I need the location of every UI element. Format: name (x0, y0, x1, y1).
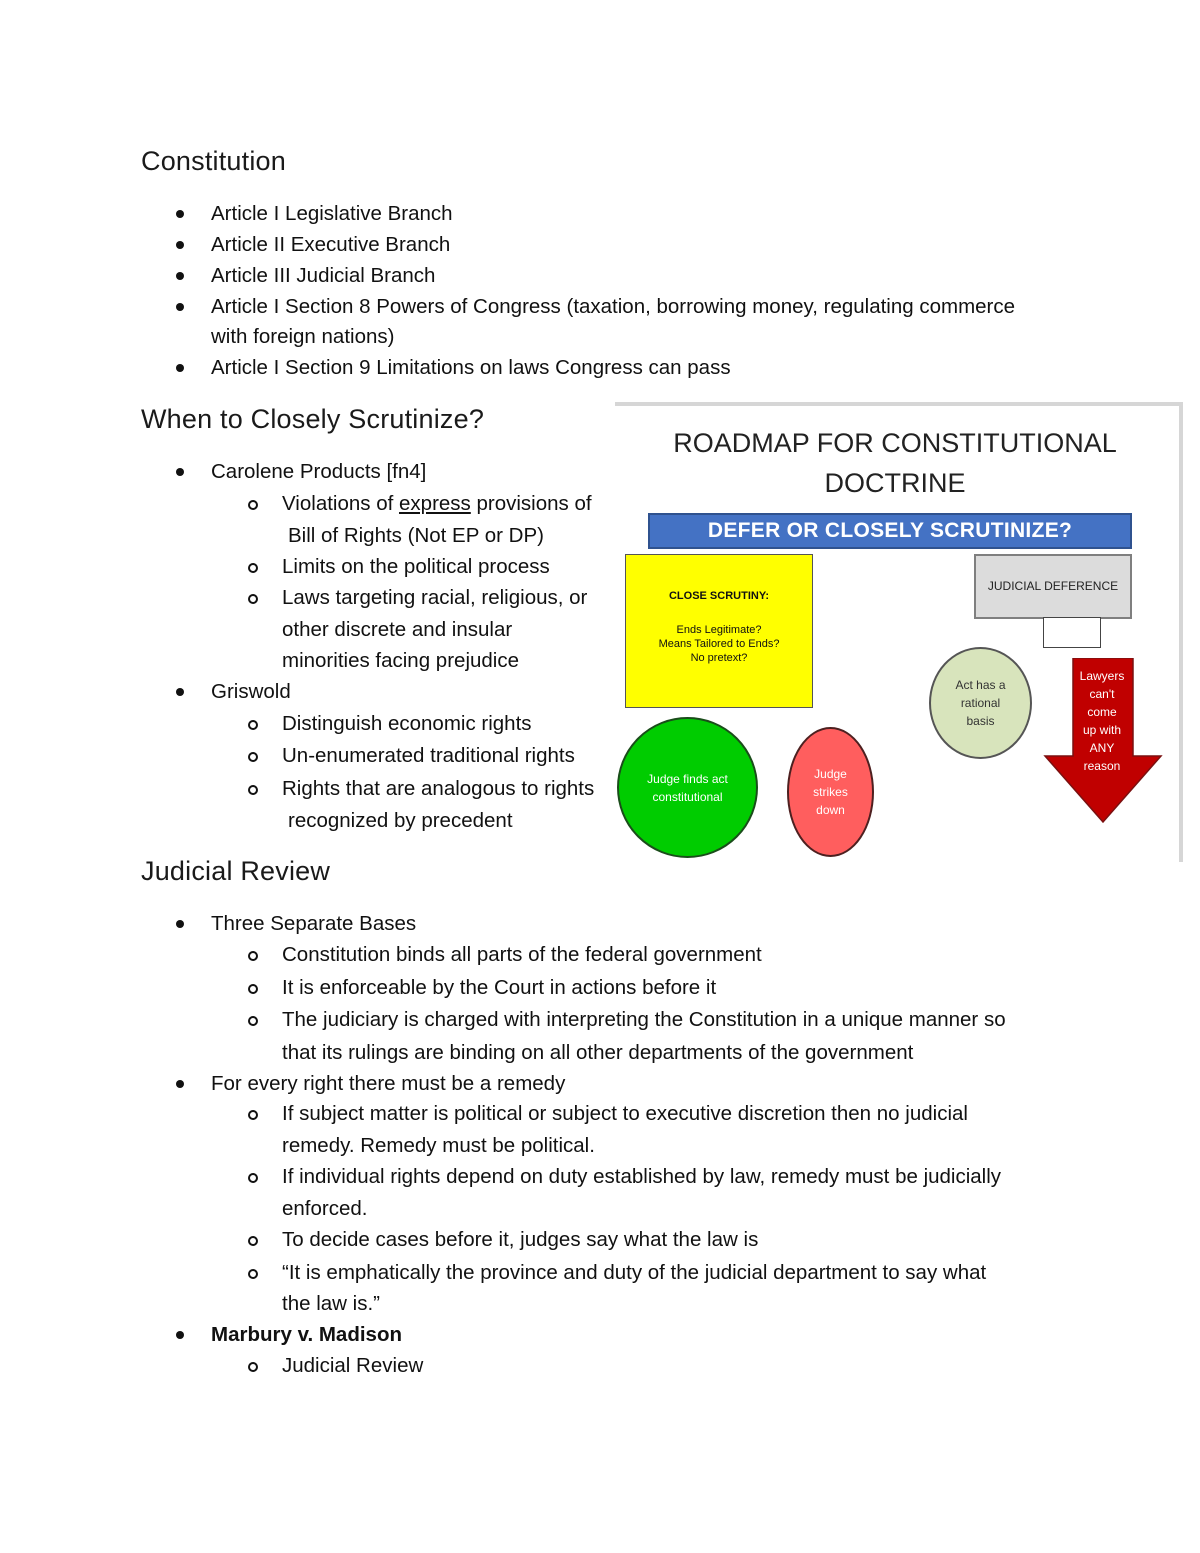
list-item-violations: Violations of express provisions of (282, 492, 592, 515)
list-item: Distinguish economic rights (282, 712, 532, 735)
sub-bullet-icon (248, 1269, 258, 1279)
sub-bullet-icon (248, 752, 258, 762)
green-circle-line1: Judge finds act (647, 771, 728, 786)
sub-bullet-icon (248, 594, 258, 604)
sub-bullet-icon (248, 1016, 258, 1026)
connector-box (1043, 617, 1101, 648)
sub-bullet-icon (248, 1110, 258, 1120)
diagram-title-line2: DOCTRINE (824, 468, 966, 498)
list-item: If subject matter is political or subject to executive discretion then no judicial (282, 1102, 968, 1125)
bullet-icon (176, 210, 184, 218)
sub-bullet-icon (248, 720, 258, 730)
list-item: Article I Section 9 Limitations on laws Congress can pass (211, 356, 731, 379)
list-item-continued: Bill of Rights (Not EP or DP) (288, 524, 544, 547)
diagram-title-line1: ROADMAP FOR CONSTITUTIONAL (673, 428, 1117, 458)
diagram-border-top (615, 402, 1183, 406)
list-item: For every right there must be a remedy (211, 1072, 566, 1095)
list-item-continued: other discrete and insular (282, 618, 513, 641)
close-scrutiny-questions (626, 623, 812, 665)
list-item-marbury: Marbury v. Madison (211, 1323, 402, 1346)
heading-constitution: Constitution (141, 146, 286, 176)
diagram-banner: DEFER OR CLOSELY SCRUTINIZE? (648, 513, 1132, 549)
list-item: Three Separate Bases (211, 912, 417, 935)
arrow-label-line5: ANY (1089, 741, 1115, 755)
judge-finds-constitutional-circle (617, 717, 758, 858)
rational-basis-line3: basis (966, 714, 995, 728)
rational-basis-line1: Act has a (955, 678, 1006, 692)
bullet-icon (176, 1080, 184, 1088)
close-scrutiny-q2: Means Tailored to Ends? (658, 638, 780, 650)
sub-bullet-icon (248, 785, 258, 795)
bullet-icon (176, 920, 184, 928)
red-circle-line2: strikes (813, 785, 848, 799)
close-scrutiny-heading: CLOSE SCRUTINY: (668, 590, 770, 602)
list-item: Laws targeting racial, religious, or (282, 586, 588, 609)
sub-bullet-icon (248, 1173, 258, 1183)
list-item: If individual rights depend on duty established by law, remedy must be judicially (282, 1165, 1002, 1188)
list-item: Constitution binds all parts of the federal government (282, 943, 762, 966)
close-scrutiny-q3: No pretext? (690, 652, 748, 664)
bullet-icon (176, 303, 184, 311)
arrow-label-line6: reason (1083, 759, 1121, 773)
list-item: The judiciary is charged with interpreting the Constitution in a unique manner so (282, 1008, 1006, 1031)
sub-bullet-icon (248, 563, 258, 573)
list-item: Article I Legislative Branch (211, 202, 453, 225)
sub-bullet-icon (248, 951, 258, 961)
list-item-continued: the law is.” (282, 1292, 380, 1315)
close-scrutiny-q1: Ends Legitimate? (676, 624, 762, 636)
roadmap-diagram (615, 402, 1183, 862)
list-item-continued: that its rulings are binding on all other departments of the government (282, 1041, 914, 1064)
list-item: Rights that are analogous to rights (282, 777, 595, 800)
arrow-label-line1: Lawyers (1079, 669, 1125, 683)
bullet-icon (176, 468, 184, 476)
sub-bullet-icon (248, 984, 258, 994)
red-circle-line3: down (816, 803, 845, 817)
arrow-label-line2: can't (1089, 687, 1115, 701)
list-item-continued: with foreign nations) (211, 325, 395, 348)
sub-bullet-icon (248, 1236, 258, 1246)
bullet-icon (176, 688, 184, 696)
list-item: Article I Section 8 Powers of Congress (taxation, borrowing money, regulating commerce (211, 295, 1016, 318)
sub-bullet-icon (248, 1362, 258, 1372)
list-item-continued: enforced. (282, 1197, 368, 1220)
arrow-label-line3: come (1087, 705, 1117, 719)
bullet-icon (176, 1331, 184, 1339)
list-item: To decide cases before it, judges say what the law is (282, 1228, 759, 1251)
list-item: It is enforceable by the Court in actions before it (282, 976, 717, 999)
arrow-label (1072, 667, 1132, 775)
list-item-carolene: Carolene Products [fn4] (211, 460, 427, 483)
list-item-griswold: Griswold (211, 680, 291, 703)
diagram-border-right (1179, 402, 1183, 862)
heading-scrutiny: When to Closely Scrutinize? (141, 404, 485, 434)
judicial-deference-box: JUDICIAL DEFERENCE (974, 554, 1132, 619)
list-item: “It is emphatically the province and duty of the judicial department to say what (282, 1261, 987, 1284)
bullet-icon (176, 364, 184, 372)
list-item-continued: recognized by precedent (288, 809, 513, 832)
heading-judicial-review: Judicial Review (141, 856, 331, 886)
list-item: Article III Judicial Branch (211, 264, 436, 287)
list-item: Judicial Review (282, 1354, 424, 1377)
list-item-continued: minorities facing prejudice (282, 649, 520, 672)
sub-bullet-icon (248, 500, 258, 510)
red-circle-line1: Judge (814, 767, 847, 781)
arrow-label-line4: up with (1082, 723, 1122, 737)
list-item-continued: remedy. Remedy must be political. (282, 1134, 595, 1157)
judge-strikes-down-circle (787, 727, 874, 857)
green-circle-line2: constitutional (652, 789, 723, 804)
close-scrutiny-box (625, 554, 813, 708)
rational-basis-line2: rational (960, 696, 1001, 710)
list-item: Article II Executive Branch (211, 233, 451, 256)
rational-basis-circle (929, 647, 1032, 759)
list-item: Un-enumerated traditional rights (282, 744, 575, 767)
bullet-icon (176, 241, 184, 249)
list-item: Limits on the political process (282, 555, 550, 578)
bullet-icon (176, 272, 184, 280)
